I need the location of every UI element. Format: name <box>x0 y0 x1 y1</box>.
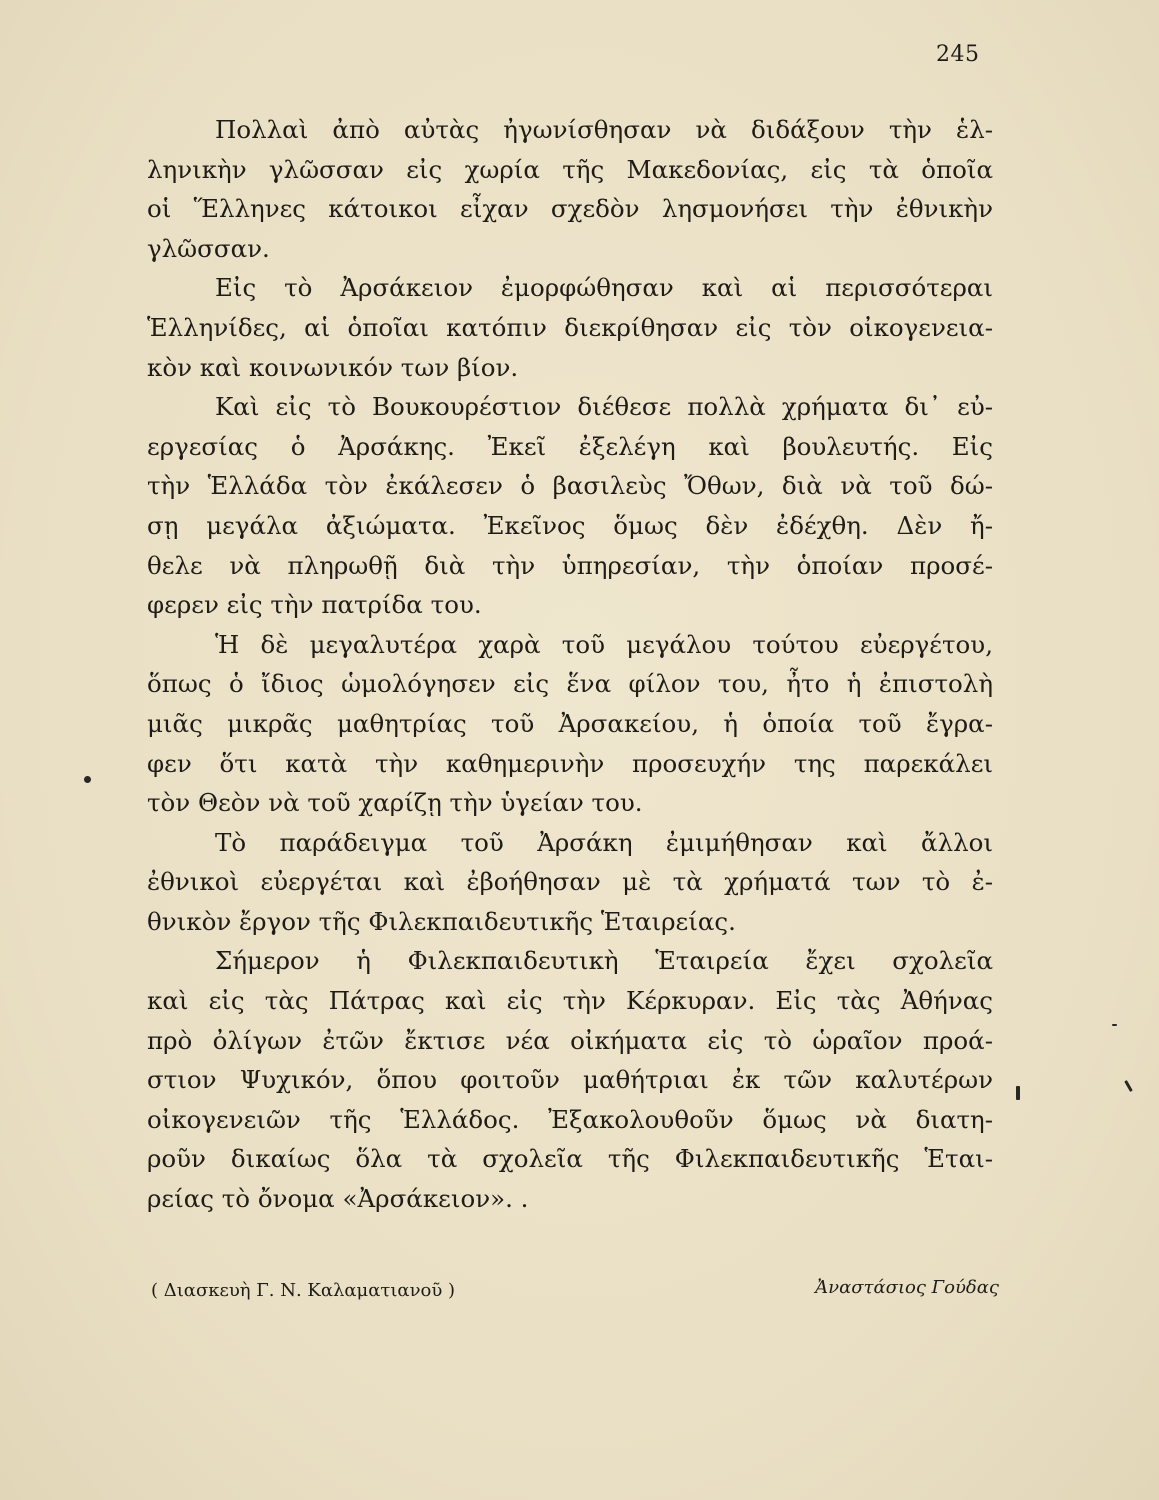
ink-speck <box>84 776 91 783</box>
text-line: ληνικὴν γλῶσσαν εἰς χωρία τῆς Μακεδονίας, εἰς τὰ ὁποῖα <box>147 154 993 184</box>
text-line: ροῦν δικαίως ὅλα τὰ σχολεῖα τῆς Φιλεκπαιδευτικῆς Ἑται- <box>147 1144 993 1174</box>
ink-speck <box>1016 1086 1020 1100</box>
text-line: Εἰς τὸ Ἀρσάκειον ἐμορφώθησαν καὶ αἱ περισσότεραι <box>215 273 993 303</box>
text-line: θελε νὰ πληρωθῇ διὰ τὴν ὑπηρεσίαν, τὴν ὁποίαν προσέ- <box>147 550 993 580</box>
text-line: Ἑλληνίδες, αἱ ὁποῖαι κατόπιν διεκρίθησαν εἰς τὸν οἰκογενεια- <box>147 312 993 342</box>
ink-speck <box>1112 1024 1117 1026</box>
adaptation-credit: ( Διασκευὴ Γ. Ν. Καλαματιανοῦ ) <box>151 1280 456 1301</box>
text-line: φεν ὅτι κατὰ τὴν καθημερινὴν προσευχήν της παρεκάλει <box>147 748 993 778</box>
text-line: οἱ Ἕλληνες κάτοικοι εἶχαν σχεδὸν λησμονήσει τὴν ἐθνικὴν <box>147 194 993 224</box>
text-line: φερεν εἰς τὴν πατρίδα του. <box>147 590 482 620</box>
text-line: εργεσίας ὁ Ἀρσάκης. Ἐκεῖ ἐξελέγη καὶ βουλευτής. Εἰς <box>147 431 993 461</box>
text-line: Τὸ παράδειγμα τοῦ Ἀρσάκη ἐμιμήθησαν καὶ ἄλλοι <box>215 827 993 857</box>
text-line: τὸν Θεὸν νὰ τοῦ χαρίζῃ τὴν ὑγείαν του. <box>147 788 643 818</box>
text-line: ὅπως ὁ ἴδιος ὡμολόγησεν εἰς ἕνα φίλον του, ἦτο ἡ ἐπιστολὴ <box>147 669 993 699</box>
ink-speck <box>1124 1080 1133 1092</box>
text-line: Καὶ εἰς τὸ Βουκουρέστιον διέθεσε πολλὰ χρήματα δι᾽ εὐ- <box>215 392 993 422</box>
text-line: γλῶσσαν. <box>147 233 270 263</box>
text-line: στιον Ψυχικόν, ὅπου φοιτοῦν μαθήτριαι ἐκ τῶν καλυτέρων <box>147 1065 993 1095</box>
author-name: Ἀναστάσιος Γούδας <box>815 1277 999 1298</box>
text-line: οἰκογενειῶν τῆς Ἑλλάδος. Ἐξακολουθοῦν ὅμως νὰ διατη- <box>147 1104 993 1134</box>
text-line: Πολλαὶ ἀπὸ αὐτὰς ἠγωνίσθησαν νὰ διδάξουν τὴν ἑλ- <box>215 115 993 144</box>
text-line: πρὸ ὀλίγων ἐτῶν ἔκτισε νέα οἰκήματα εἰς τὸ ὡραῖον προά- <box>147 1025 993 1055</box>
body-text <box>147 110 993 1219</box>
text-line: τὴν Ἑλλάδα τὸν ἐκάλεσεν ὁ βασιλεὺς Ὄθων, διὰ νὰ τοῦ δώ- <box>147 471 993 501</box>
text-line: θνικὸν ἔργον τῆς Φιλεκπαιδευτικῆς Ἑταιρείας. <box>147 906 736 936</box>
text-line: κὸν καὶ κοινωνικόν των βίον. <box>147 352 519 382</box>
text-line: ρείας τὸ ὄνομα «Ἀρσάκειον». . <box>147 1184 529 1214</box>
text-line: ἐθνικοὶ εὐεργέται καὶ ἐβοήθησαν μὲ τὰ χρήματά των τὸ ἐ- <box>147 867 993 897</box>
text-line: Σήμερον ἡ Φιλεκπαιδευτικὴ Ἑταιρεία ἔχει σχολεῖα <box>215 946 993 976</box>
text-line: σῃ μεγάλα ἀξιώματα. Ἐκεῖνος ὅμως δὲν ἐδέχθη. Δὲν ἤ- <box>147 510 993 540</box>
text-line: καὶ εἰς τὰς Πάτρας καὶ εἰς τὴν Κέρκυραν. Εἰς τὰς Ἀθήνας <box>147 986 993 1016</box>
text-line: μιᾶς μικρᾶς μαθητρίας τοῦ Ἀρσακείου, ἡ ὁποία τοῦ ἔγρα- <box>147 708 993 738</box>
page-number: 245 <box>936 42 980 67</box>
text-line: Ἡ δὲ μεγαλυτέρα χαρὰ τοῦ μεγάλου τούτου εὐεργέτου, <box>215 629 993 659</box>
